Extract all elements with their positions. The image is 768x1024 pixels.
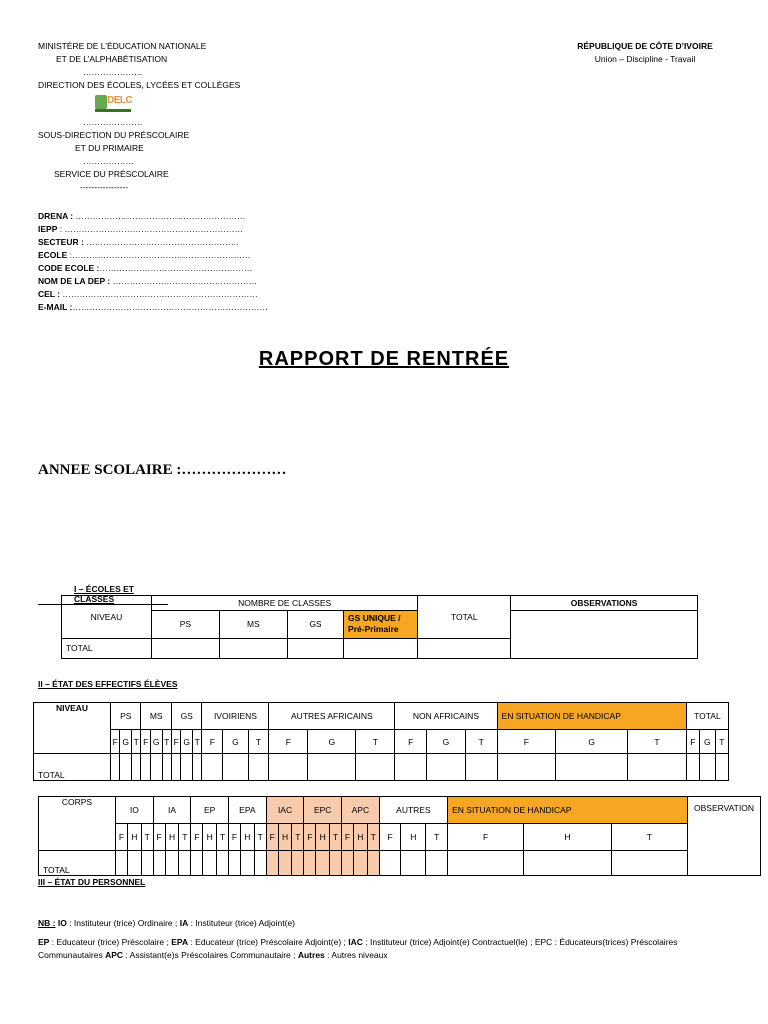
- ministry-header: [38, 40, 241, 194]
- table-cell[interactable]: [353, 850, 367, 875]
- section-1-heading: I – ÉCOLES ET CLASSES: [38, 584, 168, 605]
- info-field[interactable]: [38, 288, 268, 301]
- table-cell[interactable]: [287, 638, 343, 658]
- sub-header: F: [304, 824, 316, 850]
- gs-unique-header: GS UNIQUE / Pré-Primaire: [344, 611, 418, 638]
- sub-header: G: [150, 730, 162, 754]
- table-cell[interactable]: [448, 850, 524, 875]
- table-cell[interactable]: [556, 754, 628, 781]
- sub-header: F: [191, 824, 203, 850]
- abbreviation-definition: : Assistant(e)s Préscolaires Communautaire ;: [123, 950, 298, 960]
- table-cell[interactable]: [401, 850, 426, 875]
- sub-header: F: [141, 730, 150, 754]
- sub-header: T: [715, 730, 728, 754]
- student-enrollment-table: [33, 702, 729, 781]
- group-header: GS: [171, 703, 201, 730]
- table-cell[interactable]: [127, 850, 141, 875]
- info-field-label: SECTEUR :: [38, 237, 84, 247]
- ministry-line: ET DE L’ALPHABÉTISATION: [56, 54, 168, 64]
- table-cell[interactable]: [165, 850, 179, 875]
- section-3-heading: III – ÉTAT DU PERSONNEL: [38, 877, 146, 887]
- table-cell[interactable]: [202, 754, 223, 781]
- info-field[interactable]: [38, 210, 268, 223]
- group-header: EP: [191, 797, 229, 824]
- sub-header: F: [448, 824, 524, 850]
- table-cell[interactable]: [141, 850, 153, 875]
- info-field[interactable]: [38, 301, 268, 314]
- schools-classes-table: [61, 595, 698, 659]
- sub-header: G: [120, 730, 132, 754]
- sub-header: T: [356, 730, 395, 754]
- sub-header: F: [497, 730, 556, 754]
- group-header: PS: [111, 703, 141, 730]
- info-field[interactable]: [38, 236, 268, 249]
- sub-header: H: [401, 824, 426, 850]
- info-field-label: IEPP: [38, 224, 58, 234]
- sub-header: F: [686, 730, 699, 754]
- observations-cell[interactable]: [511, 611, 698, 659]
- sub-header: G: [699, 730, 715, 754]
- table-cell[interactable]: [426, 754, 465, 781]
- sub-header: F: [266, 824, 278, 850]
- observations-header: OBSERVATIONS: [511, 596, 698, 611]
- table-cell[interactable]: [395, 754, 427, 781]
- republic-name: RÉPUBLIQUE DE CÔTE D’IVOIRE: [577, 41, 713, 51]
- sub-header: T: [426, 824, 448, 850]
- sub-header: T: [367, 824, 379, 850]
- sub-header: T: [132, 730, 141, 754]
- abbreviation-definition: : Instituteur (trice) Ordinaire ;: [66, 918, 180, 928]
- table-cell[interactable]: [715, 754, 728, 781]
- sub-header: F: [395, 730, 427, 754]
- sub-header: T: [628, 730, 687, 754]
- info-field-dots: ……………………………………………………: [73, 211, 246, 221]
- corps-header: CORPS: [39, 797, 116, 851]
- table-cell[interactable]: [203, 850, 217, 875]
- gs-header: GS: [287, 611, 343, 638]
- table-cell[interactable]: [240, 850, 254, 875]
- observation-header: OBSERVATION: [688, 797, 761, 876]
- sub-header: T: [193, 730, 202, 754]
- sub-header: G: [308, 730, 356, 754]
- separator: …………………: [83, 117, 143, 127]
- delc-logo: DELC: [95, 92, 131, 112]
- table-cell[interactable]: [524, 850, 612, 875]
- niveau-header: NIVEAU: [62, 596, 152, 639]
- niveau-header: NIVEAU: [34, 703, 111, 754]
- info-field-dots: : ………………………………………………………: [57, 224, 243, 234]
- sub-header: F: [153, 824, 165, 850]
- sub-header: T: [248, 730, 269, 754]
- abbreviation: EPA: [171, 937, 189, 947]
- sub-header: H: [524, 824, 612, 850]
- separator: ………………: [83, 156, 134, 166]
- table-cell[interactable]: [465, 754, 497, 781]
- sub-header: F: [116, 824, 128, 850]
- abbreviation: APC: [105, 950, 124, 960]
- info-field-dots: ………………………………………………: [83, 237, 240, 247]
- sub-header: G: [556, 730, 628, 754]
- table-cell[interactable]: [342, 850, 354, 875]
- abbreviation: EP: [38, 937, 50, 947]
- table-cell[interactable]: [132, 754, 141, 781]
- abbreviation: Autres: [297, 950, 325, 960]
- info-field-dots: ……………………………………………………………: [60, 289, 258, 299]
- table-cell[interactable]: [344, 638, 418, 658]
- handicap-header: EN SITUATION DE HANDICAP: [448, 797, 688, 824]
- table-cell[interactable]: [120, 754, 132, 781]
- table-cell[interactable]: [162, 754, 171, 781]
- group-header: IAC: [266, 797, 304, 824]
- table-cell[interactable]: [153, 850, 165, 875]
- table-cell[interactable]: [141, 754, 150, 781]
- table-cell[interactable]: [111, 754, 120, 781]
- sub-header: H: [127, 824, 141, 850]
- republic-motto: Union – Discipline - Travail: [594, 54, 696, 64]
- info-field-label: CEL :: [38, 289, 61, 299]
- service-line: SERVICE DU PRÉSCOLAIRE: [54, 169, 169, 179]
- group-header: IA: [153, 797, 191, 824]
- ps-header: PS: [151, 611, 219, 638]
- info-field-label: NOM DE LA DEP :: [38, 276, 111, 286]
- page-title: RAPPORT DE RENTRÉE: [258, 348, 510, 370]
- ministry-line: MINISTÈRE DE L’ÉDUCATION NATIONALE: [38, 41, 207, 51]
- table-cell[interactable]: [116, 850, 128, 875]
- sub-header: T: [179, 824, 191, 850]
- table-cell[interactable]: [179, 850, 191, 875]
- group-header: NON AFRICAINS: [395, 703, 497, 730]
- sub-header: T: [254, 824, 266, 850]
- sub-header: T: [465, 730, 497, 754]
- table-cell[interactable]: [151, 638, 219, 658]
- info-field-dots: ………………………………………………: [99, 263, 253, 273]
- staff-table: [38, 796, 761, 876]
- sub-header: F: [269, 730, 308, 754]
- ms-header: MS: [219, 611, 287, 638]
- abbreviation-definition: : Educateur (trice) Préscolaire ;: [49, 937, 172, 947]
- total-row-label: TOTAL: [39, 850, 116, 875]
- table-cell[interactable]: [379, 850, 401, 875]
- info-field[interactable]: [38, 249, 268, 262]
- info-field-dots: ……………………………………………………………: [72, 302, 268, 312]
- table-cell[interactable]: [292, 850, 304, 875]
- table-cell[interactable]: [217, 850, 229, 875]
- table-cell[interactable]: [278, 850, 292, 875]
- abbreviation: IO: [57, 918, 67, 928]
- group-header: EPC: [304, 797, 342, 824]
- sub-header: G: [181, 730, 193, 754]
- abbreviation-definition: : Autres niveaux: [324, 950, 388, 960]
- table-cell[interactable]: [356, 754, 395, 781]
- sub-header: F: [171, 730, 180, 754]
- info-field[interactable]: [38, 262, 268, 275]
- table-cell[interactable]: [219, 638, 287, 658]
- sub-header: G: [223, 730, 248, 754]
- table-cell[interactable]: [308, 754, 356, 781]
- abbreviation: IA: [179, 918, 189, 928]
- group-header: AUTRES: [379, 797, 447, 824]
- sub-header: F: [202, 730, 223, 754]
- table-cell[interactable]: [367, 850, 379, 875]
- table-cell[interactable]: [248, 754, 269, 781]
- sub-header: H: [240, 824, 254, 850]
- section-2-heading: II – ÉTAT DES EFFECTIFS ÉLÈVES: [38, 679, 178, 689]
- table-cell[interactable]: [611, 850, 687, 875]
- total-header: TOTAL: [418, 596, 511, 639]
- table-cell[interactable]: [330, 850, 342, 875]
- sub-header: T: [292, 824, 304, 850]
- info-field[interactable]: [38, 223, 268, 236]
- table-cell[interactable]: [628, 754, 687, 781]
- sub-header: T: [611, 824, 687, 850]
- info-field-dots: ……………………………………………: [110, 276, 258, 286]
- sub-header: T: [330, 824, 342, 850]
- direction-line: DIRECTION DES ÉCOLES, LYCÉES ET COLLÈGES: [38, 80, 241, 90]
- sub-header: H: [165, 824, 179, 850]
- info-field-dots: :………………………………………………………: [67, 250, 251, 260]
- nombre-classes-header: NOMBRE DE CLASSES: [151, 596, 417, 611]
- sub-header: H: [353, 824, 367, 850]
- abbreviation-definition: : Instituteur (trice) Adjoint(e) Contractuel(le) ; EPC : Éducateurs(trices) Préscolaires Communautaires: [38, 937, 678, 960]
- group-header: AUTRES AFRICAINS: [269, 703, 395, 730]
- table-cell[interactable]: [316, 850, 330, 875]
- table-cell[interactable]: [254, 850, 266, 875]
- table-cell[interactable]: [171, 754, 180, 781]
- table-cell[interactable]: [223, 754, 248, 781]
- table-cell[interactable]: [699, 754, 715, 781]
- republic-header: [560, 40, 730, 66]
- subdirection-line: ET DU PRIMAIRE: [75, 143, 144, 153]
- info-field-label: DRENA :: [38, 211, 74, 221]
- table-cell[interactable]: [497, 754, 556, 781]
- table-cell[interactable]: [181, 754, 193, 781]
- abbreviation-definition: : Educateur (trice) Préscolaire Adjoint(e) ;: [188, 937, 349, 947]
- sub-header: H: [316, 824, 330, 850]
- abbreviation: IAC: [348, 937, 363, 947]
- sub-header: F: [379, 824, 401, 850]
- separator: …………………: [83, 67, 143, 77]
- sub-header: H: [278, 824, 292, 850]
- info-field-label: ECOLE: [38, 250, 68, 260]
- sub-header: F: [342, 824, 354, 850]
- total-group-header: TOTAL: [686, 703, 728, 730]
- group-header: IO: [116, 797, 154, 824]
- table-cell[interactable]: [418, 638, 511, 658]
- sub-header: G: [426, 730, 465, 754]
- table-cell[interactable]: [266, 850, 278, 875]
- info-field-label: E-MAIL :: [38, 302, 73, 312]
- table-cell[interactable]: [191, 850, 203, 875]
- group-header: MS: [141, 703, 171, 730]
- table-cell[interactable]: [193, 754, 202, 781]
- group-header: APC: [342, 797, 380, 824]
- info-field[interactable]: [38, 275, 268, 288]
- total-row-label: TOTAL: [62, 638, 152, 658]
- sub-header: H: [203, 824, 217, 850]
- sub-header: T: [217, 824, 229, 850]
- school-info-fields: [38, 210, 268, 314]
- abbreviation-definition: : Instituteur (trice) Adjoint(e): [188, 918, 296, 928]
- group-header: IVOIRIENS: [202, 703, 269, 730]
- table-cell[interactable]: [269, 754, 308, 781]
- separator: -----------------: [80, 182, 129, 192]
- sub-header: T: [162, 730, 171, 754]
- sub-header: T: [141, 824, 153, 850]
- school-year-field: ANNEE SCOLAIRE :…………………: [38, 462, 287, 478]
- subdirection-line: SOUS-DIRECTION DU PRÉSCOLAIRE: [38, 130, 190, 140]
- handicap-header: EN SITUATION DE HANDICAP: [497, 703, 686, 730]
- book-icon: [95, 95, 107, 109]
- table-cell[interactable]: [150, 754, 162, 781]
- table-cell[interactable]: [426, 850, 448, 875]
- table-cell[interactable]: [686, 754, 699, 781]
- total-row-label: TOTAL: [34, 754, 111, 781]
- table-cell[interactable]: [229, 850, 241, 875]
- sub-header: F: [229, 824, 241, 850]
- group-header: EPA: [229, 797, 267, 824]
- sub-header: F: [111, 730, 120, 754]
- table-cell[interactable]: [304, 850, 316, 875]
- nb-label: NB :: [38, 918, 56, 928]
- abbreviations-note: [38, 917, 738, 962]
- info-field-label: CODE ECOLE :: [38, 263, 100, 273]
